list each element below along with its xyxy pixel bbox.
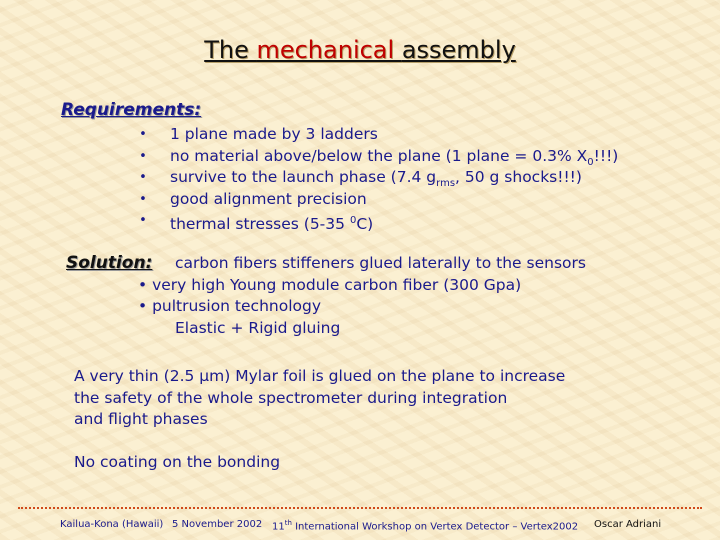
no-coating-note: No coating on the bonding xyxy=(74,453,281,471)
solution-gluing-line: Elastic + Rigid gluing xyxy=(175,319,341,337)
bullet-marker: • xyxy=(139,213,147,228)
mylar-paragraph: A very thin (2.5 μm) Mylar foil is glued on the plane to increase the safety of the whole spectrometer during integration and flight phases xyxy=(74,367,566,428)
bullet-marker: • xyxy=(139,148,147,164)
footer-divider xyxy=(18,507,702,509)
requirements-heading: Requirements: xyxy=(61,100,202,120)
slide-title: The mechanical assembly xyxy=(204,36,516,64)
bullet-marker: • xyxy=(139,127,147,142)
footer-date: 5 November 2002 xyxy=(172,519,263,530)
bullet-marker: • xyxy=(139,191,147,207)
bullet-marker: • xyxy=(139,170,147,185)
footer-location: Kailua-Kona (Hawaii) xyxy=(60,519,164,530)
footer-workshop: 11th International Workshop on Vertex Detector – Vertex2002 xyxy=(272,519,579,533)
solution-heading: Solution: xyxy=(66,253,153,273)
footer-author: Oscar Adriani xyxy=(594,519,662,530)
solution-bullet: • very high Young module carbon fiber (300 Gpa) xyxy=(138,276,522,294)
title-accent-word: mechanical xyxy=(256,36,402,64)
solution-text: carbon fibers stiffeners glued laterally to the sensors xyxy=(175,254,586,272)
solution-bullet: • pultrusion technology xyxy=(138,297,321,315)
